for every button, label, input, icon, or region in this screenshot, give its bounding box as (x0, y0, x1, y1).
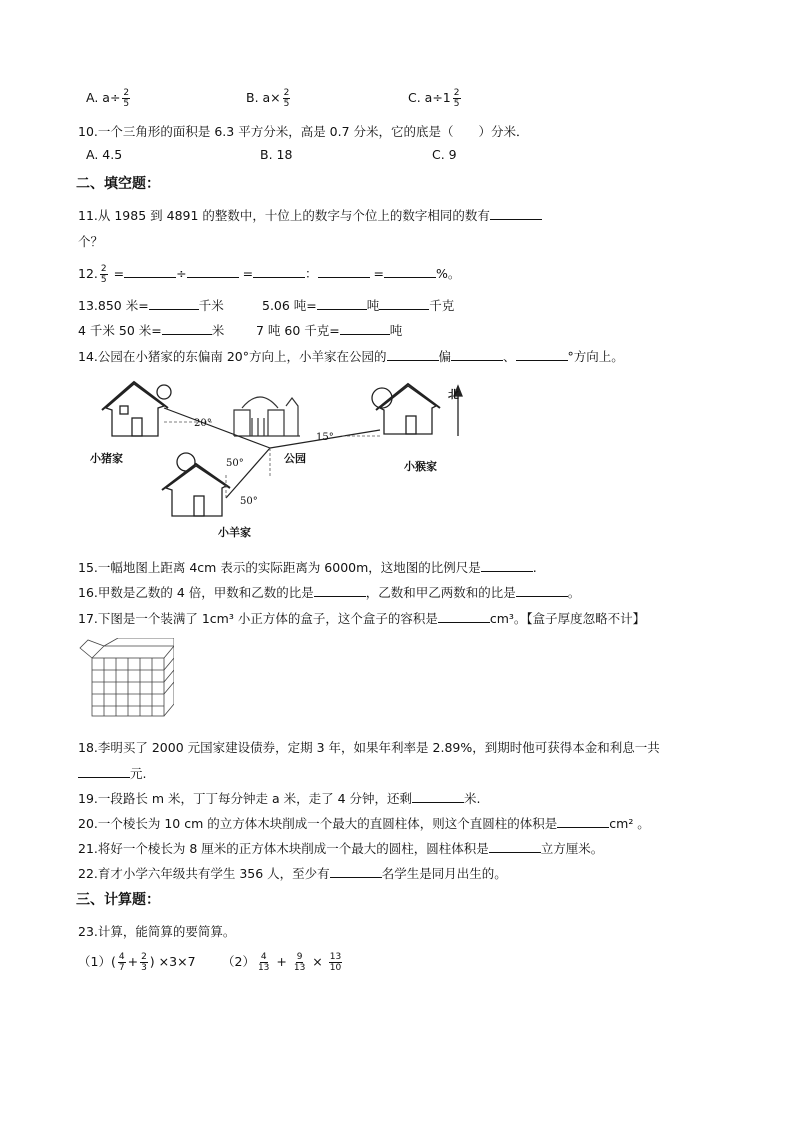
q14-text: 14.公园在小猪家的东偏南 20°方向上，小羊家在公园的 (78, 349, 387, 364)
q13-d-text: 7 吨 60 千克= (256, 323, 340, 338)
q20-blank[interactable] (557, 816, 609, 828)
q22-blank[interactable] (330, 866, 382, 878)
q16-end: 。 (567, 585, 581, 600)
fraction-denominator: 13 (257, 963, 270, 973)
q13-d-unit: 吨 (389, 323, 403, 338)
q12-line (78, 264, 460, 285)
q13-part-b (262, 296, 454, 314)
q14-direction-figure (82, 378, 472, 540)
equals-sign: = (113, 266, 125, 281)
pig-home-label: 小猪家 (90, 452, 123, 465)
north-label: 北 (448, 388, 459, 401)
q9-option-c-fraction (453, 88, 461, 109)
fraction-denominator: 5 (100, 275, 107, 285)
q21-text: 21.将好一个棱长为 8 厘米的正方体木块削成一个最大的圆柱，圆柱体积是 (78, 841, 489, 856)
q13-part-c (78, 321, 224, 339)
times-sign: × (312, 954, 323, 969)
q14-text-2: 偏 (438, 349, 452, 364)
q13-b-unit-2: 千克 (429, 298, 455, 313)
q13-part-d (256, 321, 402, 339)
q12-number: 12. (78, 266, 98, 281)
q9-option-a-text: A. a÷ (86, 90, 121, 105)
fraction-numerator: 4 (118, 952, 125, 962)
q19-line (78, 789, 481, 807)
fraction-numerator: 13 (329, 952, 342, 962)
q22-end: 名学生是同月出生的。 (381, 866, 507, 881)
q23-p1-label: （1） (78, 954, 111, 969)
q23-p1-fraction-2 (140, 952, 148, 973)
q13-a-unit: 千米 (198, 298, 224, 313)
q10-text: 10.一个三角形的面积是 6.3 平方分米，高是 0.7 分米，它的底是（ ）分米． (78, 124, 529, 139)
fraction-denominator: 3 (141, 963, 147, 973)
q17-blank[interactable] (438, 611, 490, 623)
q18-end: 元. (130, 766, 147, 781)
q16-text-2: ，乙数和甲乙两数和的比是 (365, 585, 516, 600)
q18-blank[interactable] (78, 766, 130, 778)
angle-50-label-1: 50° (226, 458, 244, 469)
q16-blank-1[interactable] (314, 585, 366, 597)
sheep-home-label: 小羊家 (218, 526, 251, 539)
q11-answer-blank[interactable] (490, 208, 542, 220)
plus-sign: + (276, 954, 287, 969)
q21-end: 立方厘米。 (540, 841, 604, 856)
q16-blank-2[interactable] (516, 585, 568, 597)
cube-box-figure (78, 638, 174, 720)
q23-p2-label: （2） (222, 954, 255, 969)
q12-fraction (100, 264, 108, 285)
q12-blank-1[interactable] (124, 266, 176, 278)
equals-sign: = (373, 266, 385, 281)
q9-option-c (408, 88, 463, 109)
q15-line (78, 558, 537, 576)
q21-line (78, 839, 603, 857)
q23-p2-fraction-2 (293, 952, 306, 973)
q14-text-3: 、 (503, 349, 516, 364)
q13-part-a (78, 296, 224, 314)
q13-c-text: 4 千米 50 米= (78, 323, 162, 338)
q23-p1-tail: ×3×7 (158, 954, 196, 969)
fraction-numerator: 2 (123, 88, 130, 98)
q20-end: cm² 。 (609, 816, 650, 831)
q14-blank-1[interactable] (387, 349, 439, 361)
q22-text: 22.育才小学六年级共有学生 356 人，至少有 (78, 866, 330, 881)
fraction-denominator: 5 (453, 99, 460, 109)
divide-sign: ÷ (176, 266, 187, 281)
q19-text: 19.一段路长 m 米，丁丁每分钟走 a 米，走了 4 分钟，还剩 (78, 791, 413, 806)
fraction-denominator: 13 (293, 963, 306, 973)
q23-p2-fraction-1 (257, 952, 270, 973)
q10-option-b: B. 18 (260, 147, 293, 162)
q15-end: . (532, 560, 537, 575)
q15-blank[interactable] (481, 560, 533, 572)
angle-20-label: 20° (194, 418, 212, 429)
q13-d-blank[interactable] (340, 323, 390, 335)
park-gate-icon (234, 397, 300, 436)
q13-a-blank[interactable] (149, 298, 199, 310)
fraction-numerator: 2 (141, 952, 147, 962)
angle-50-label-2: 50° (240, 496, 258, 507)
q18-line1: 18.李明买了 2000 元国家建设债券，定期 3 年，如果年利率是 2.89%，到期时他可获得本金和利息一共 (78, 740, 660, 755)
angle-guide-lines (164, 422, 380, 498)
monkey-house-icon (372, 384, 440, 434)
q17-text: 17.下图是一个装满了 1cm³ 小正方体的盒子，这个盒子的容积是 (78, 611, 438, 626)
q13-b-blank-2[interactable] (379, 298, 429, 310)
q13-c-blank[interactable] (162, 323, 212, 335)
q20-text: 20.一个棱长为 10 cm 的立方体木块削成一个最大的直圆柱体，则这个直圆柱的体积是 (78, 816, 558, 831)
percent-sign: %。 (436, 266, 461, 281)
q13-c-unit: 米 (211, 323, 225, 338)
q17-line (78, 609, 645, 627)
fraction-denominator: 5 (123, 99, 130, 109)
q22-line (78, 864, 507, 882)
fraction-numerator: 9 (296, 952, 303, 962)
q9-option-b-fraction (283, 88, 291, 109)
plus-sign: + (127, 954, 139, 969)
q9-option-b (246, 88, 292, 109)
fraction-denominator: 5 (283, 99, 290, 109)
q21-blank[interactable] (489, 841, 541, 853)
fraction-denominator: 7 (118, 963, 125, 973)
q9-option-a (86, 88, 132, 109)
sheep-house-icon (162, 453, 230, 516)
park-label: 公园 (284, 452, 306, 465)
q23-part-1 (78, 952, 196, 973)
q16-line (78, 583, 580, 601)
q13-b-blank-1[interactable] (317, 298, 367, 310)
q9-option-b-text: B. a× (246, 90, 281, 105)
q11-line1 (78, 206, 542, 224)
q15-text: 15.一幅地图上距离 4cm 表示的实际距离为 6000m，这地图的比例尺是 (78, 560, 481, 575)
q13-b-unit-1: 吨 (366, 298, 380, 313)
fraction-numerator: 2 (100, 264, 107, 274)
q9-option-c-text: C. a÷1 (408, 90, 451, 105)
q11-text: 11.从 1985 到 4891 的整数中，十位上的数字与个位上的数字相同的数有 (78, 208, 490, 223)
q13-a-text: 13.850 米= (78, 298, 149, 313)
q12-blank-3[interactable] (253, 266, 305, 278)
q19-end: 米. (464, 791, 481, 806)
q10-option-a: A. 4.5 (86, 147, 123, 162)
q19-blank[interactable] (412, 791, 464, 803)
q12-blank-2[interactable] (187, 266, 239, 278)
q12-blank-5[interactable] (384, 266, 436, 278)
open-paren: ( (110, 954, 116, 969)
ratio-colon: ： (305, 266, 318, 281)
q12-blank-4[interactable] (318, 266, 370, 278)
q11-line2: 个？ (78, 234, 104, 249)
section-heading-fill-in: 二、填空题： (76, 176, 160, 192)
fraction-numerator: 2 (283, 88, 290, 98)
q23-p2-fraction-3 (329, 952, 342, 973)
q20-line (78, 814, 650, 832)
close-paren: ) (149, 954, 155, 969)
q23-part-2 (222, 952, 344, 973)
monkey-home-label: 小猴家 (404, 460, 437, 473)
section-heading-calculation: 三、计算题： (76, 892, 160, 908)
q13-b-text: 5.06 吨= (262, 298, 317, 313)
q18-line2 (78, 764, 146, 782)
q14-blank-2[interactable] (451, 349, 503, 361)
pig-house-icon (102, 382, 171, 436)
q14-text-4: °方向上。 (567, 349, 624, 364)
q14-blank-3[interactable] (516, 349, 568, 361)
q10-option-c: C. 9 (432, 147, 457, 162)
fraction-numerator: 4 (260, 952, 267, 962)
fraction-numerator: 2 (453, 88, 460, 98)
q17-unit: cm³。【盒子厚度忽略不计】 (489, 611, 646, 626)
q9-option-a-fraction (122, 88, 130, 109)
angle-15-label: 15° (316, 432, 334, 443)
q16-text: 16.甲数是乙数的 4 倍，甲数和乙数的比是 (78, 585, 314, 600)
fraction-denominator: 10 (329, 963, 342, 973)
equals-sign: = (242, 266, 254, 281)
q23-text: 23.计算，能简算的要简算。 (78, 924, 236, 939)
q23-p1-fraction-1 (118, 952, 126, 973)
q14-line (78, 347, 624, 365)
